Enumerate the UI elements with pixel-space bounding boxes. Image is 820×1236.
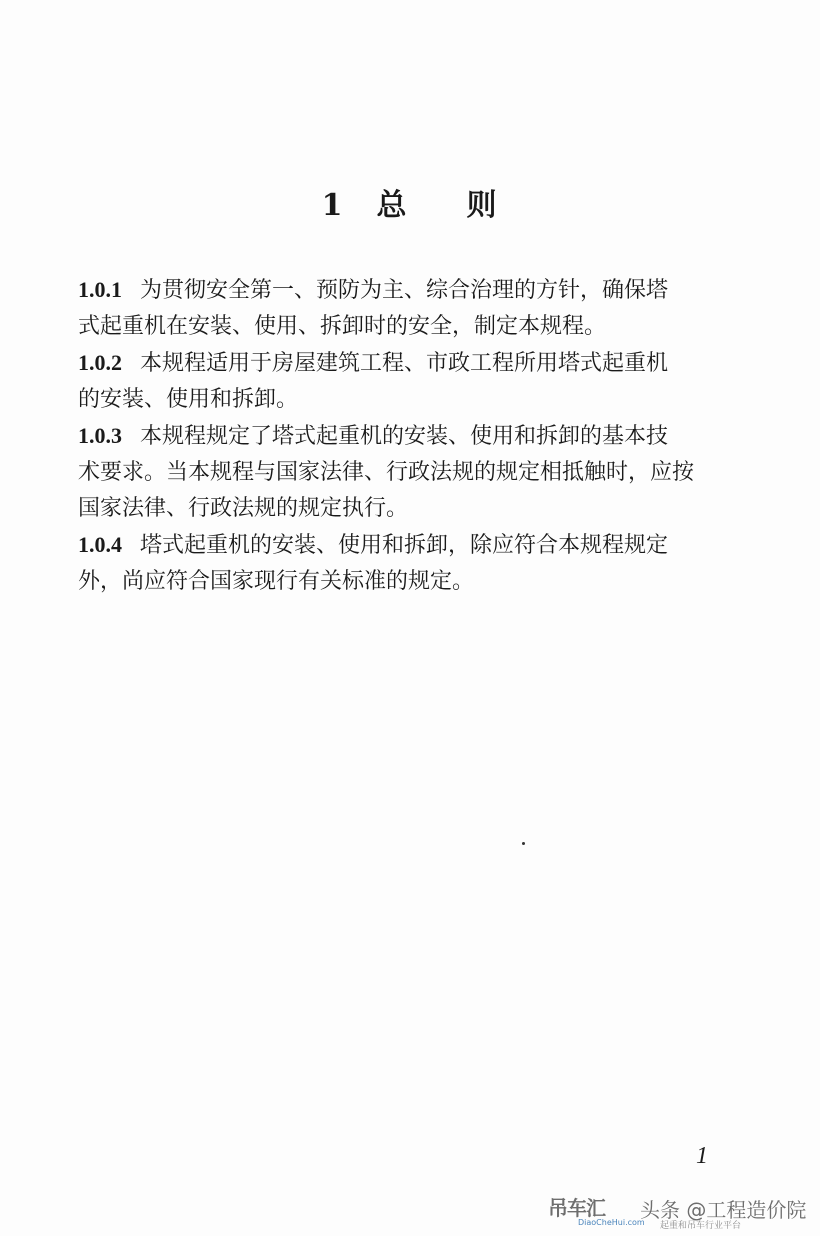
watermark-slogan: 起重和吊车行业平台 bbox=[660, 1221, 742, 1231]
watermark bbox=[548, 1192, 818, 1232]
clause-text-line: 的安装、使用和拆卸。 bbox=[78, 387, 299, 412]
clause-text-line: 本规程规定了塔式起重机的安装、使用和拆卸的基本技 bbox=[140, 424, 669, 449]
clause-number: 1.0.2 bbox=[78, 350, 122, 375]
clause-number: 1.0.4 bbox=[78, 532, 122, 557]
stray-dot-mark bbox=[522, 842, 525, 845]
clause-text-line: 为贯彻安全第一、预防为主、综合治理的方针，确保塔 bbox=[140, 278, 669, 303]
chapter-title-char-2: 则 bbox=[466, 188, 499, 223]
watermark-author: 头条 @工程造价院 bbox=[640, 1198, 807, 1222]
clause-text-line: 塔式起重机的安装、使用和拆卸，除应符合本规程规定 bbox=[140, 533, 669, 558]
clause-text-line: 本规程适用于房屋建筑工程、市政工程所用塔式起重机 bbox=[140, 351, 669, 376]
clause-text-line: 术要求。当本规程与国家法律、行政法规的规定相抵触时，应按 bbox=[78, 460, 695, 485]
clause-list bbox=[78, 272, 748, 600]
clause-1-0-2 bbox=[78, 345, 748, 418]
chapter-title bbox=[0, 180, 820, 224]
page-number: 1 bbox=[696, 1143, 708, 1169]
chapter-number: 1 bbox=[321, 188, 345, 223]
clause-text-line: 国家法律、行政法规的规定执行。 bbox=[78, 496, 409, 521]
chapter-title-char-1: 总 bbox=[376, 188, 409, 223]
watermark-logo: 吊车汇 bbox=[548, 1196, 605, 1220]
clause-1-0-1 bbox=[78, 272, 748, 345]
clause-number: 1.0.1 bbox=[78, 277, 122, 302]
clause-1-0-4 bbox=[78, 527, 748, 600]
watermark-domain: DiaoCheHui.com bbox=[578, 1218, 645, 1227]
clause-text-line: 式起重机在安装、使用、拆卸时的安全，制定本规程。 bbox=[78, 314, 607, 339]
clause-1-0-3 bbox=[78, 418, 748, 527]
clause-text-line: 外，尚应符合国家现行有关标准的规定。 bbox=[78, 569, 475, 594]
clause-number: 1.0.3 bbox=[78, 423, 122, 448]
